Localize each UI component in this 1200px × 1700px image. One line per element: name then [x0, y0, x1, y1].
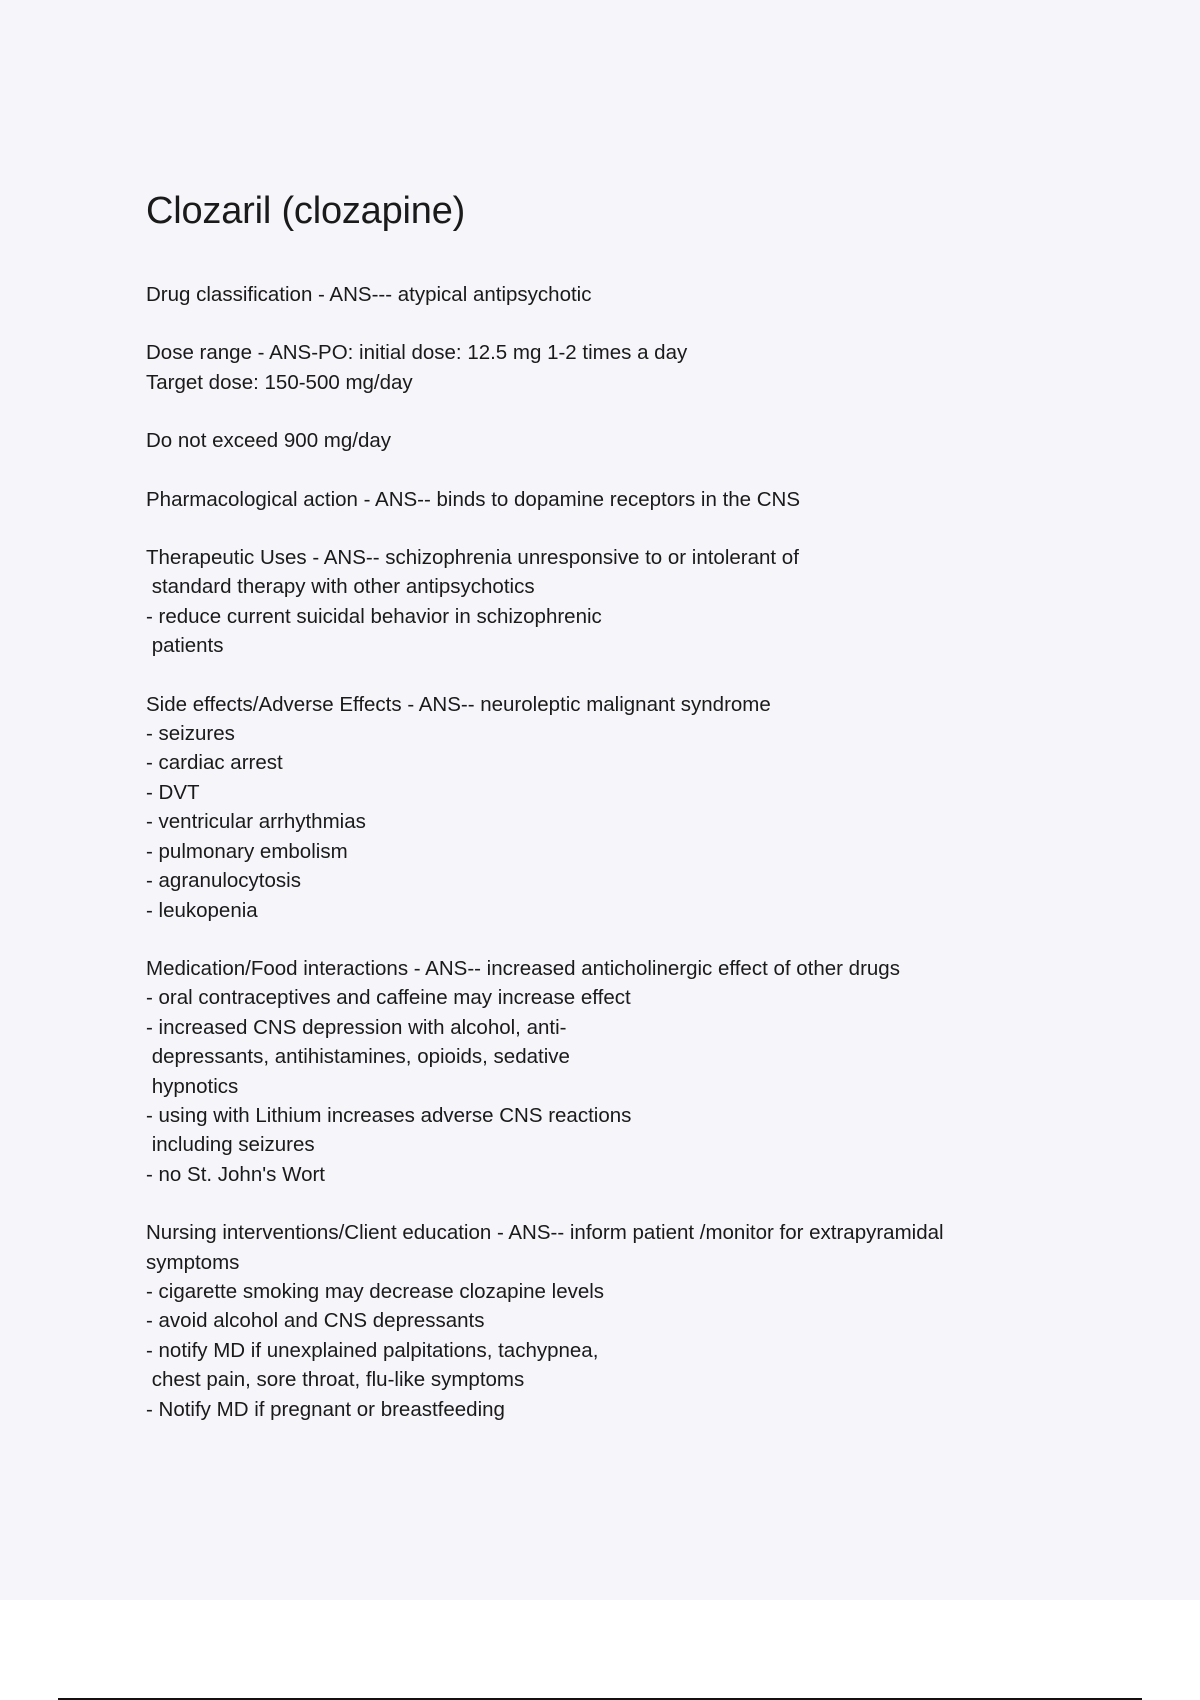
text-line: Do not exceed 900 mg/day — [146, 429, 392, 453]
list-item: hypnotics — [146, 1074, 239, 1098]
section-pharmacological-action — [146, 485, 1046, 514]
list-item: - avoid alcohol and CNS depressants — [146, 1309, 485, 1333]
document-content — [146, 186, 1046, 1453]
text-line: Target dose: 150-500 mg/day — [146, 370, 413, 394]
list-item: - seizures — [146, 722, 235, 746]
section-nursing-interventions — [146, 1218, 1046, 1424]
text-line: Nursing interventions/Client education - ANS-- inform patient /monitor for extrapyramidal — [146, 1221, 944, 1245]
list-item: - cardiac arrest — [146, 751, 283, 775]
text-line: symptoms — [146, 1250, 240, 1274]
list-item: including seizures — [146, 1133, 315, 1157]
list-item: - leukopenia — [146, 898, 258, 922]
text-line: patients — [146, 634, 224, 658]
list-item: - increased CNS depression with alcohol, anti- — [146, 1015, 567, 1039]
text-line: Drug classification - ANS--- atypical antipsychotic — [146, 283, 592, 306]
list-item: - DVT — [146, 780, 200, 804]
list-item: - notify MD if unexplained palpitations, tachypnea, — [146, 1338, 599, 1362]
section-dose-range — [146, 338, 1046, 397]
list-item: - Notify MD if pregnant or breastfeeding — [146, 1397, 505, 1421]
text-line: - reduce current suicidal behavior in schizophrenic — [146, 604, 602, 628]
list-item: - no St. John's Wort — [146, 1162, 325, 1186]
text-line: standard therapy with other antipsychotics — [146, 575, 535, 599]
text-line: Side effects/Adverse Effects - ANS-- neuroleptic malignant syndrome — [146, 692, 771, 716]
list-item: - ventricular arrhythmias — [146, 810, 366, 834]
section-side-effects — [146, 690, 1046, 925]
list-item: - agranulocytosis — [146, 869, 301, 893]
section-drug-classification — [146, 280, 1046, 309]
list-item: chest pain, sore throat, flu-like symptoms — [146, 1368, 525, 1392]
list-item: - oral contraceptives and caffeine may increase effect — [146, 986, 631, 1010]
list-item: depressants, antihistamines, opioids, sedative — [146, 1045, 570, 1069]
list-item: - pulmonary embolism — [146, 839, 348, 863]
page-title: Clozaril (clozapine) — [146, 190, 466, 232]
list-item: - cigarette smoking may decrease clozapine levels — [146, 1279, 605, 1303]
text-line: Therapeutic Uses - ANS-- schizophrenia unresponsive to or intolerant of — [146, 546, 799, 570]
section-therapeutic-uses — [146, 543, 1046, 661]
text-line: Medication/Food interactions - ANS-- increased anticholinergic effect of other drugs — [146, 956, 900, 980]
text-line: Dose range - ANS-PO: initial dose: 12.5 mg 1-2 times a day — [146, 341, 688, 365]
list-item: - using with Lithium increases adverse CNS reactions — [146, 1103, 632, 1127]
section-max-dose — [146, 426, 1046, 455]
section-interactions — [146, 954, 1046, 1189]
text-line: Pharmacological action - ANS-- binds to dopamine receptors in the CNS — [146, 487, 801, 511]
